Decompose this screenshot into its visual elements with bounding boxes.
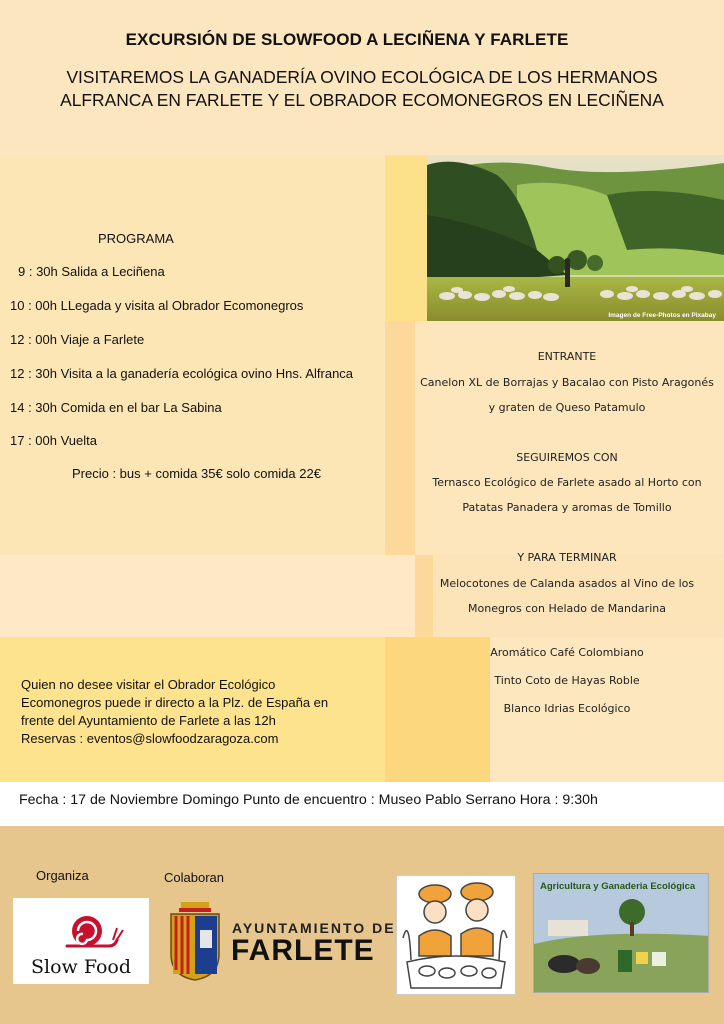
agricultura-ecologica-logo <box>533 873 709 993</box>
terminar-line-2: Monegros con Helado de Mandarina <box>468 602 666 615</box>
entrante-heading: ENTRANTE <box>537 350 597 363</box>
programa-item-3: 12 : 00h Viaje a Farlete <box>10 332 145 347</box>
seguiremos-line-2: Patatas Panadera y aromas de Tomillo <box>462 501 672 514</box>
slowfood-name: Slow Food <box>30 956 132 978</box>
farlete-line-2: FARLETE <box>231 934 375 967</box>
landscape-photo <box>427 155 724 321</box>
farlete-line-1: AYUNTAMIENTO DE <box>232 920 396 936</box>
farlete-coat-of-arms-icon <box>165 900 225 984</box>
snail-icon <box>13 898 149 958</box>
page-title: EXCURSIÓN DE SLOWFOOD A LECIÑENA Y FARLETE <box>125 30 569 49</box>
terminar-heading: Y PARA TERMINAR <box>517 551 617 564</box>
event-info-bar: Fecha : 17 de Noviembre Domingo Punto de encuentro : Museo Pablo Serrano Hora : 9:30h <box>19 792 598 808</box>
photo-credit: Imagen de Free-Photos en Pixabay <box>608 312 716 319</box>
middle-band <box>0 555 415 637</box>
programa-item-6: 17 : 00h Vuelta <box>10 433 97 448</box>
programa-item-4: 12 : 30h Visita a la ganadería ecológica ovino Hns. Alfranca <box>10 366 354 381</box>
dessert-panel <box>433 555 724 637</box>
visit-note <box>21 676 328 748</box>
yellow-strip <box>385 155 427 321</box>
page-subtitle <box>0 66 724 112</box>
ecomonegros-cooks-logo <box>396 875 516 995</box>
programa-heading: PROGRAMA <box>98 231 174 246</box>
reservas-email: Reservas : eventos@slowfoodzaragoza.com <box>21 731 279 746</box>
ayuntamiento-farlete-logo <box>165 900 396 984</box>
slowfood-logo <box>13 898 149 984</box>
drink-1: Aromático Café Colombiano <box>490 646 644 659</box>
middle-band-strip <box>415 555 433 637</box>
program-panel <box>0 155 385 555</box>
drink-3: Blanco Idrias Ecológico <box>503 702 631 715</box>
programa-item-5: 14 : 30h Comida en el bar La Sabina <box>10 400 222 415</box>
programa-item-1: 9 : 30h Salida a Leciñena <box>18 264 165 279</box>
entrante-line-2: y graten de Queso Patamulo <box>488 401 646 414</box>
eco-logo-title: Agricultura y Ganaderia Ecológica <box>540 881 696 892</box>
header <box>0 0 724 155</box>
price-text: Precio : bus + comida 35€ solo comida 22€ <box>72 466 321 481</box>
subtitle-line-1: VISITAREMOS LA GANADERÍA OVINO ECOLÓGICA DE LOS HERMANOS <box>66 67 658 87</box>
seguiremos-line-1: Ternasco Ecológico de Farlete asado al Horto con <box>432 476 702 489</box>
note-line-3: frente del Ayuntamiento de Farlete a las 12h <box>21 713 276 728</box>
programa-item-2: 10 : 00h LLegada y visita al Obrador Ecomonegros <box>10 298 304 313</box>
drink-2: Tinto Coto de Hayas Roble <box>494 674 640 687</box>
eco-farm-icon <box>534 874 709 993</box>
terminar-line-1: Melocotones de Calanda asados al Vino de los <box>439 577 695 590</box>
landscape-photo-graphic <box>427 155 724 321</box>
organiza-label: Organiza <box>36 868 89 883</box>
seguiremos-heading: SEGUIREMOS CON <box>516 451 618 464</box>
colaboran-label: Colaboran <box>164 870 224 885</box>
note-line-2: Ecomonegros puede ir directo a la Plz. de España en <box>21 695 329 710</box>
note-line-1: Quien no desee visitar el Obrador Ecológico <box>21 677 276 692</box>
subtitle-line-2: ALFRANCA EN FARLETE Y EL OBRADOR ECOMONEGROS EN LECIÑENA <box>60 90 664 110</box>
entrante-line-1: Canelon XL de Borrajas y Bacalao con Pisto Aragonés <box>420 376 714 389</box>
cooks-illustration-icon <box>397 876 515 994</box>
